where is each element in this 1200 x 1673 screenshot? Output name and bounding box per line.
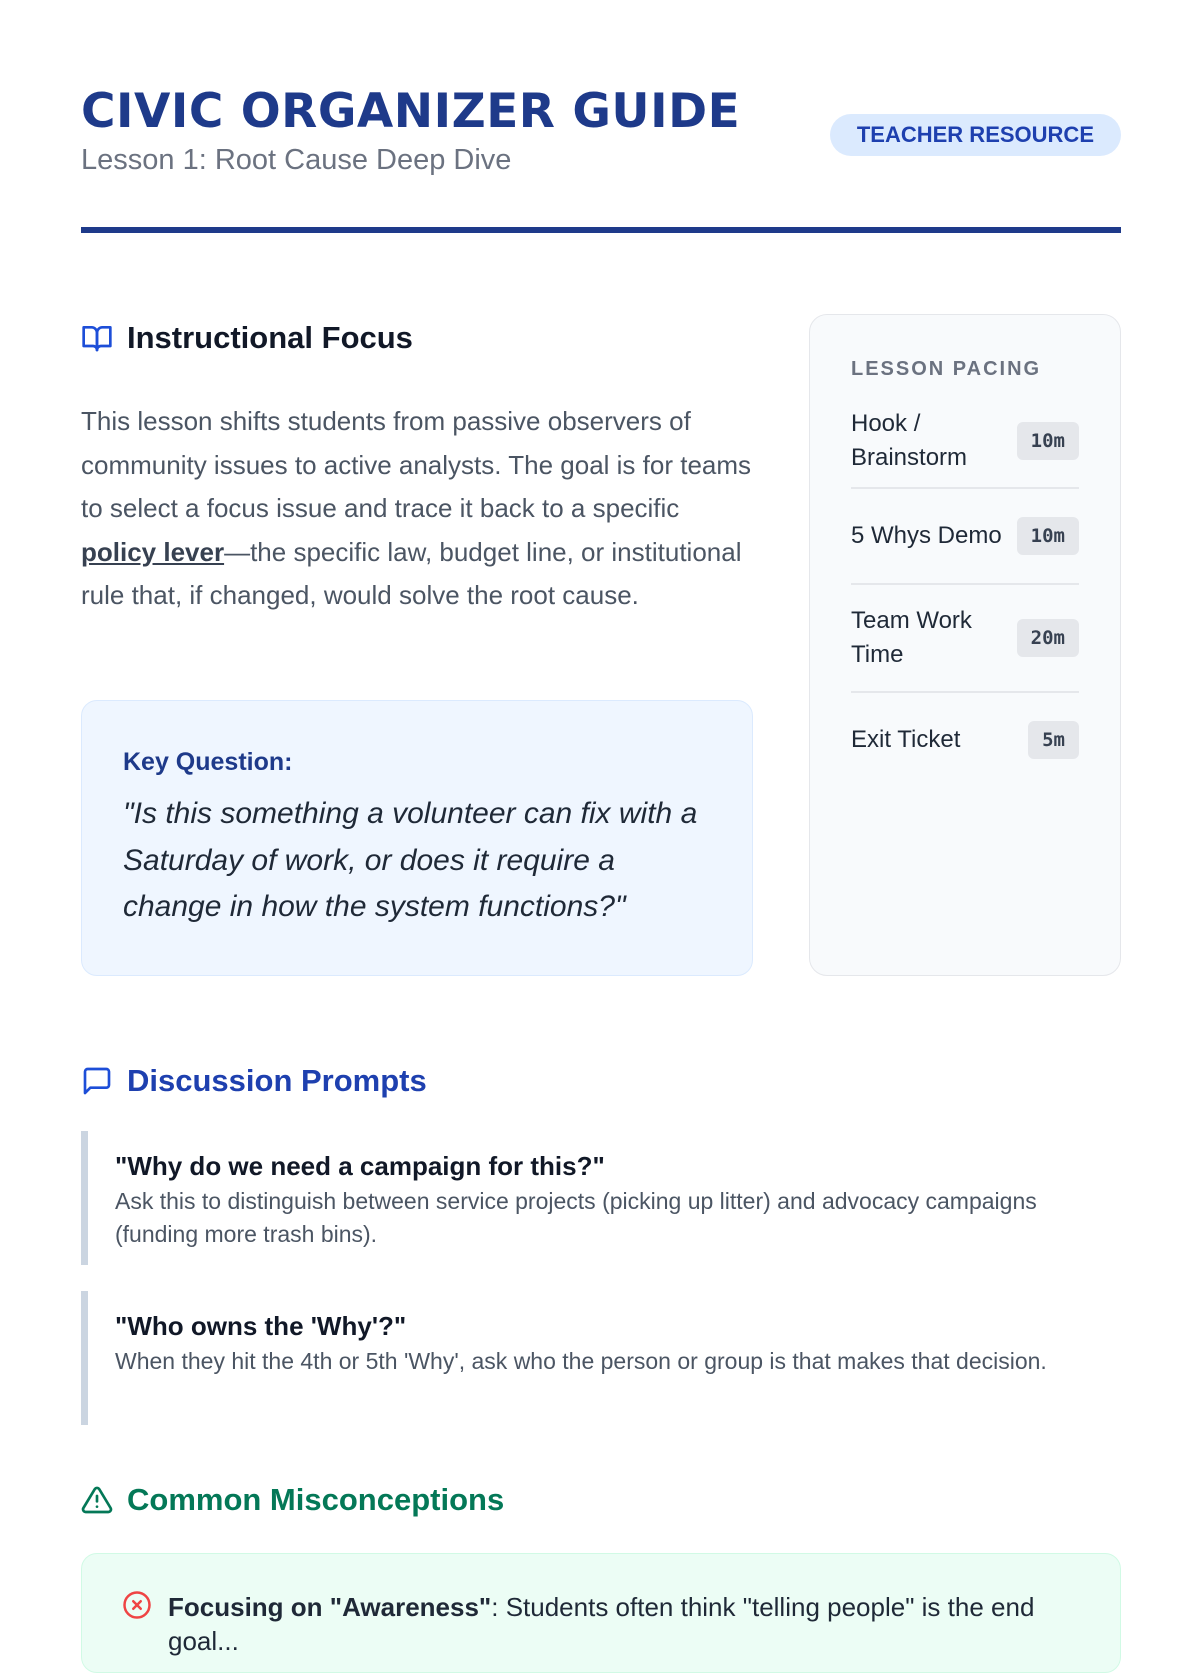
alert-triangle-icon xyxy=(81,1484,113,1516)
section-title: Discussion Prompts xyxy=(127,1063,427,1098)
key-question-text: "Is this something a volunteer can fix with a Saturday of work, or does it require a change in how the system functions?" xyxy=(123,797,698,923)
section-title: Instructional Focus xyxy=(127,320,413,355)
prompt-title: "Who owns the 'Why'?" xyxy=(115,1311,407,1341)
misconception-lead: Focusing on "Awareness" xyxy=(168,1592,492,1622)
pacing-duration: 20m xyxy=(1017,619,1079,657)
focus-paragraph xyxy=(81,400,761,618)
pacing-row xyxy=(851,585,1079,693)
prompt-body: When they hit the 4th or 5th 'Why', ask who the person or group is that makes that decision. xyxy=(115,1348,1047,1374)
discussion-prompt xyxy=(81,1131,1121,1265)
pacing-activity: Team Work Time xyxy=(851,607,972,668)
instructional-focus-heading xyxy=(81,318,413,358)
discussion-prompt xyxy=(81,1291,1121,1425)
key-question-label: Key Question: xyxy=(123,748,293,776)
section-title: Common Misconceptions xyxy=(127,1482,505,1517)
focus-text-after: —the specific law, budget line, or institutional rule that, if changed, would solve the root cause. xyxy=(81,536,742,610)
prompt-title: "Why do we need a campaign for this?" xyxy=(115,1151,605,1181)
pacing-activity: Hook / Brainstorm xyxy=(851,409,968,471)
pacing-duration: 10m xyxy=(1017,422,1079,460)
page-header xyxy=(81,84,1121,178)
pacing-row xyxy=(851,693,1079,787)
misconception-rest: : Students often think "telling people" is the end goal... xyxy=(168,1592,1035,1656)
lesson-pacing-card xyxy=(809,314,1121,976)
teacher-resource-badge: TEACHER RESOURCE xyxy=(830,114,1121,156)
misconceptions-heading xyxy=(81,1480,504,1520)
page-subtitle: Lesson 1: Root Cause Deep Dive xyxy=(81,144,512,176)
prompt-body: Ask this to distinguish between service projects (picking up litter) and advocacy campaigns (funding more trash bins). xyxy=(115,1188,1037,1247)
misconception-text xyxy=(168,1590,1080,1658)
misconception-card xyxy=(81,1553,1121,1673)
pacing-activity: Exit Ticket xyxy=(851,726,961,753)
pacing-activity: 5 Whys Demo xyxy=(851,522,1002,549)
x-circle-icon xyxy=(122,1590,152,1620)
header-divider xyxy=(81,227,1121,233)
pacing-duration: 5m xyxy=(1028,721,1079,759)
pacing-row xyxy=(851,394,1079,489)
pacing-duration: 10m xyxy=(1017,517,1079,555)
page-title: CIVIC ORGANIZER GUIDE xyxy=(81,84,741,139)
focus-text-before: This lesson shifts students from passive observers of community issues to active analysts. The goal is for teams to select a focus issue and trace it back to a specific xyxy=(81,406,752,523)
key-question-callout xyxy=(81,700,753,976)
pacing-label: LESSON PACING xyxy=(851,358,1042,380)
discussion-prompts-heading xyxy=(81,1061,427,1101)
pacing-row xyxy=(851,489,1079,585)
message-square-icon xyxy=(81,1065,113,1097)
book-open-icon xyxy=(81,322,113,354)
policy-lever-term: policy lever xyxy=(81,536,225,567)
